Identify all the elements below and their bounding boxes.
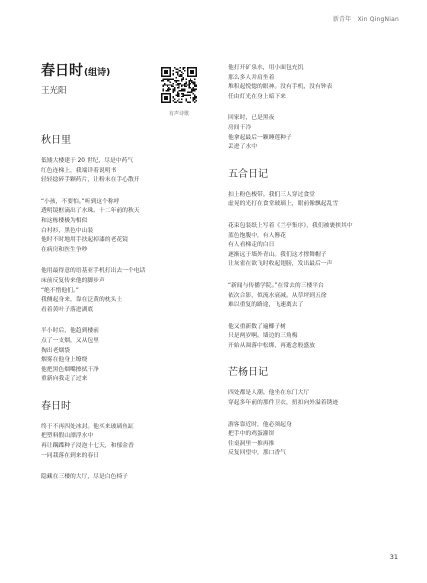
poem-line: 点了一支烟，又从包里 (41, 337, 99, 344)
poem-line: 终于不再四处冰封。他买来玻璃鱼缸 (41, 423, 134, 430)
poem-line: 他拿起最后一颗睡莲种子 (228, 134, 292, 141)
poem-section (228, 363, 398, 459)
poem-line: 把手中的鸡蛋灌饼 (228, 431, 275, 438)
qr-caption: 有声诗歌 (168, 111, 189, 117)
magazine-name-cn: 新青年 (332, 16, 352, 23)
poem-line: 扣上粉色梭带。我们三人穿过食堂 (228, 191, 315, 198)
poem-line: 花束包装纸上写着《兰亭集序》，我们被裹挟其中 (228, 222, 353, 229)
left-column (41, 131, 221, 495)
poem-line: 和这栋楼极为相似 (41, 217, 88, 224)
stanza (41, 473, 221, 483)
poem-line: 只是两岁啊。墙边的三角梅 (228, 333, 298, 340)
stanza (228, 421, 398, 459)
poem-line: 把塑料假山漂浮水中 (41, 433, 94, 440)
stanza (228, 191, 398, 210)
stanza (228, 222, 398, 270)
poem-line: 虚晃的光打在食堂玻璃上，眼前像飘起乱雪 (228, 201, 339, 208)
poem-line: 白衬衫，黑色中山装 (41, 227, 94, 234)
section-title: 秋日里 (41, 135, 71, 146)
poem-line: 回家时，已是黑夜 (228, 115, 275, 122)
poem-line: 依次合影，似流水衰减。从草坪到五徐 (228, 292, 327, 299)
poem-line: 重新向我走了过来 (41, 376, 88, 383)
poem-line: 游客靠近时，他必须起身 (228, 421, 292, 428)
poem-line: 低矮大楼建于 20 世纪，尽是中药气 (41, 158, 134, 164)
poem-line: 他又重新数了遍椰子树 (228, 323, 286, 330)
poem-line: 有人看梯走的白日 (228, 242, 275, 249)
poem-line: 让灰雀在欲飞时收起翅膀，发出最后一声 (228, 261, 333, 268)
stanza (228, 282, 398, 311)
poem-line: 房间干冷 (228, 124, 252, 131)
stanza (228, 389, 398, 408)
poem-title-main: 春日时 (41, 63, 83, 79)
poem-line: 再让蹒蹀种子浸泡十七天，和郁金香 (41, 443, 134, 450)
stanza (41, 157, 221, 186)
poem-line: 蓝色饱腹中，有人簪花 (228, 232, 286, 239)
qr-code-icon (161, 67, 197, 103)
poem-line: 掏出老烟袋 (41, 347, 70, 354)
poem-line: 他把黑色烟嘴擦拭干净 (41, 366, 99, 373)
poem-line: 他用最得意的语基亚手机打出去一个电话 (41, 268, 146, 275)
poem-title (41, 60, 110, 80)
poem-section (228, 64, 398, 153)
stanza (228, 323, 398, 352)
poem-line: 丢进了水中 (228, 144, 257, 151)
poem-line: 那么多人并肩坐着 (228, 74, 275, 81)
stanza (228, 64, 398, 102)
stanza (41, 198, 221, 256)
poem-line: 任由灯光在身上暗下来 (228, 93, 286, 100)
poem-section (41, 397, 221, 483)
poem-line: 烟雾在他身上缭绕 (41, 357, 88, 364)
stanza (41, 423, 221, 461)
stanza (41, 327, 221, 385)
poem-line: 看着黄叶子落进湖底 (41, 306, 94, 313)
poem-line: 反复回望中，那口香气 (228, 450, 286, 457)
poem-line: 红色连梯上，我端详着说明书 (41, 167, 117, 174)
page-number: 31 (389, 553, 398, 561)
poem-line: 他时不时地用手扶起掉漆的老花镜 (41, 237, 128, 244)
stanza (228, 114, 398, 152)
poem-line: “小孩，不要怕。”听到这个称呼 (41, 198, 120, 205)
poem-line: “绝不惜他们。” (41, 287, 79, 294)
poem-line: 半小时后，他趋到楼前 (41, 328, 99, 335)
poem-line: “新闻与传播学院。”在常去的三楼平台 (228, 282, 324, 289)
poem-line: 隐藏在三楼的大厅，尽是白色椅子 (41, 474, 128, 481)
poem-line: 我侧起身来，靠在泛黄的枕头上 (41, 297, 123, 304)
poem-title-sub: (组诗) (84, 68, 111, 78)
magazine-header (333, 14, 399, 23)
poem-line: 往桌洞里一推再推 (228, 440, 275, 447)
stanza (41, 267, 221, 315)
author-name: 王光阳 (41, 86, 67, 96)
poem-section (41, 131, 221, 385)
section-title: 春日时 (41, 400, 71, 412)
poem-line: 他打开矿泉水，用小面包充饥 (228, 65, 304, 71)
magazine-name-en: Xin QingNian (357, 16, 399, 23)
poem-line: 一同栽落在到来的春日 (41, 452, 99, 459)
poem-line: 难以重复的路途，飞速离去了 (228, 302, 304, 309)
right-column (228, 64, 398, 471)
poem-line: 透明镜框滴出了水珠。十二年前的秋天 (41, 208, 140, 215)
section-title: 五合日记 (228, 168, 268, 180)
poem-line: 穿起多年前的那件卫衣，扭扣向外溢着锈迹 (228, 400, 339, 407)
poem-line: 床前反复传来他的脚步声 (41, 277, 105, 284)
poem-line: 开始从凋落中松绑，再逝念般盛放 (228, 342, 315, 349)
section-title: 芒杨日记 (228, 367, 268, 379)
poem-line: 四处都是人潮。他坐在东门大厅 (228, 390, 310, 397)
poem-section (228, 165, 398, 352)
poem-line: 逐渐远于墙外青山。我们这才撑舞帽子 (228, 251, 327, 258)
poem-line: 轻轻捻碎手颗药片，让粉末在手心散开 (41, 177, 140, 184)
poem-line: 在病房和医生争吵 (41, 246, 88, 253)
poem-line: 堆积起悦惚的眼神。没有手机，没有钟表 (228, 84, 333, 91)
